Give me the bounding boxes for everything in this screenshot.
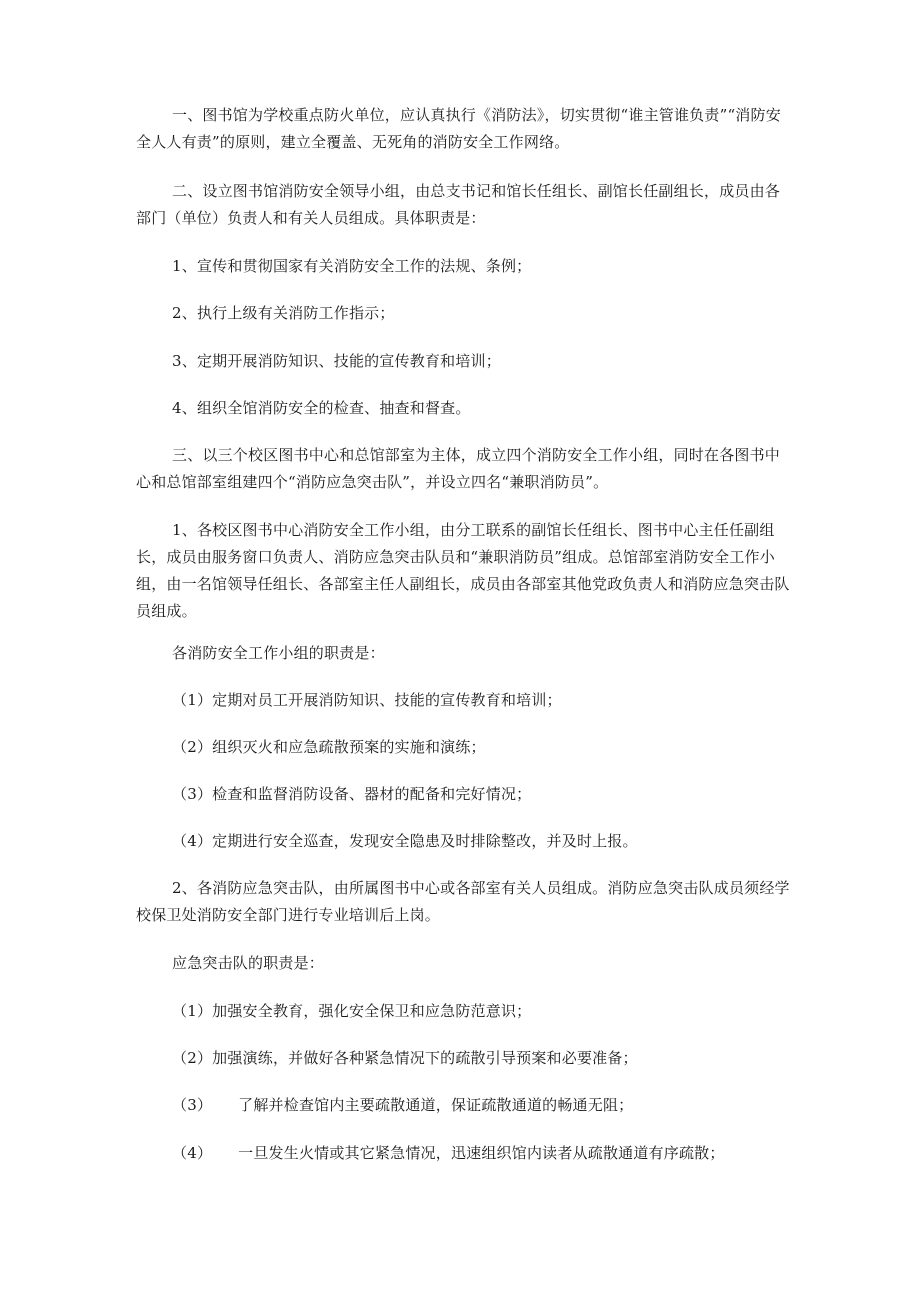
list-item: [172, 781, 827, 808]
paragraph-duty-2: 2、执行上级有关消防工作指示；: [172, 304, 395, 322]
list-item-text: 定期对员工开展消防知识、技能的宣传教育和培训；: [212, 691, 562, 709]
list-marker: （2）: [172, 1049, 213, 1067]
list-marker: （3）: [172, 1096, 213, 1114]
list-item: [172, 828, 827, 855]
list-item: [172, 1140, 827, 1167]
list-marker: （4）: [172, 1144, 213, 1162]
list-item-text: 组织灭火和应急疏散预案的实施和演练；: [212, 738, 486, 756]
list-item-text: 了解并检查馆内主要疏散通道，保证疏散通道的畅通无阻；: [238, 1096, 634, 1114]
list-marker: （1）: [172, 691, 213, 709]
paragraph-duty-3: 3、定期开展消防知识、技能的宣传教育和培训；: [172, 352, 501, 370]
paragraph-squad-duties-heading: 应急突击队的职责是：: [172, 954, 325, 972]
paragraph-principle: 一、图书馆为学校重点防火单位，应认真执行《消防法》，切实贯彻“谁主管谁负责”“消防安全人人有责”的原则，建立全覆盖、无死角的消防安全工作网络。: [136, 106, 781, 151]
list-marker: （1）: [172, 1002, 213, 1020]
list-item-text: 加强演练，并做好各种紧急情况下的疏散引导预案和必要准备；: [212, 1049, 638, 1067]
list-marker: （3）: [172, 785, 213, 803]
list-item-text: 检查和监督消防设备、器材的配备和完好情况；: [212, 785, 532, 803]
list-marker: （2）: [172, 738, 213, 756]
paragraph-emergency-squad: 2、各消防应急突击队，由所属图书中心或各部室有关人员组成。消防应急突击队成员须经学校保卫处消防安全部门进行专业培训后上岗。: [136, 879, 790, 924]
list-item: [172, 1092, 827, 1119]
paragraph-work-groups: 三、以三个校区图书中心和总馆部室为主体，成立四个消防安全工作小组，同时在各图书中心和总馆部室组建四个“消防应急突击队”，并设立四名“兼职消防员”。: [136, 446, 781, 491]
list-item-text: 定期进行安全巡查，发现安全隐患及时排除整改，并及时上报。: [212, 832, 638, 850]
list-item: [172, 1045, 827, 1072]
list-item-text: 加强安全教育，强化安全保卫和应急防范意识；: [212, 1002, 532, 1020]
paragraph-group-duties-heading: 各消防安全工作小组的职责是：: [172, 644, 385, 662]
list-item: [172, 998, 827, 1025]
list-item: [172, 687, 827, 714]
list-item: [172, 734, 827, 761]
list-marker: （4）: [172, 832, 213, 850]
paragraph-leadership-group: 二、设立图书馆消防安全领导小组，由总支书记和馆长任组长、副馆长任副组长，成员由各部门（单位）负责人和有关人员组成。具体职责是：: [136, 182, 781, 227]
paragraph-campus-groups: 1、各校区图书中心消防安全工作小组，由分工联系的副馆长任组长、图书中心主任任副组长，成员由服务窗口负责人、消防应急突击队员和“兼职消防员”组成。总馆部室消防安全工作小组，由一名馆领导任组长、各部室主任人副组长，成员由各部室其他党政负责人和消防应急突击队员组成。: [136, 521, 790, 620]
paragraph-duty-4: 4、组织全馆消防安全的检查、抽查和督查。: [172, 399, 471, 417]
list-item-text: 一旦发生火情或其它紧急情况，迅速组织馆内读者从疏散通道有序疏散；: [238, 1144, 725, 1162]
paragraph-duty-1: 1、宣传和贯彻国家有关消防安全工作的法规、条例；: [172, 257, 532, 275]
